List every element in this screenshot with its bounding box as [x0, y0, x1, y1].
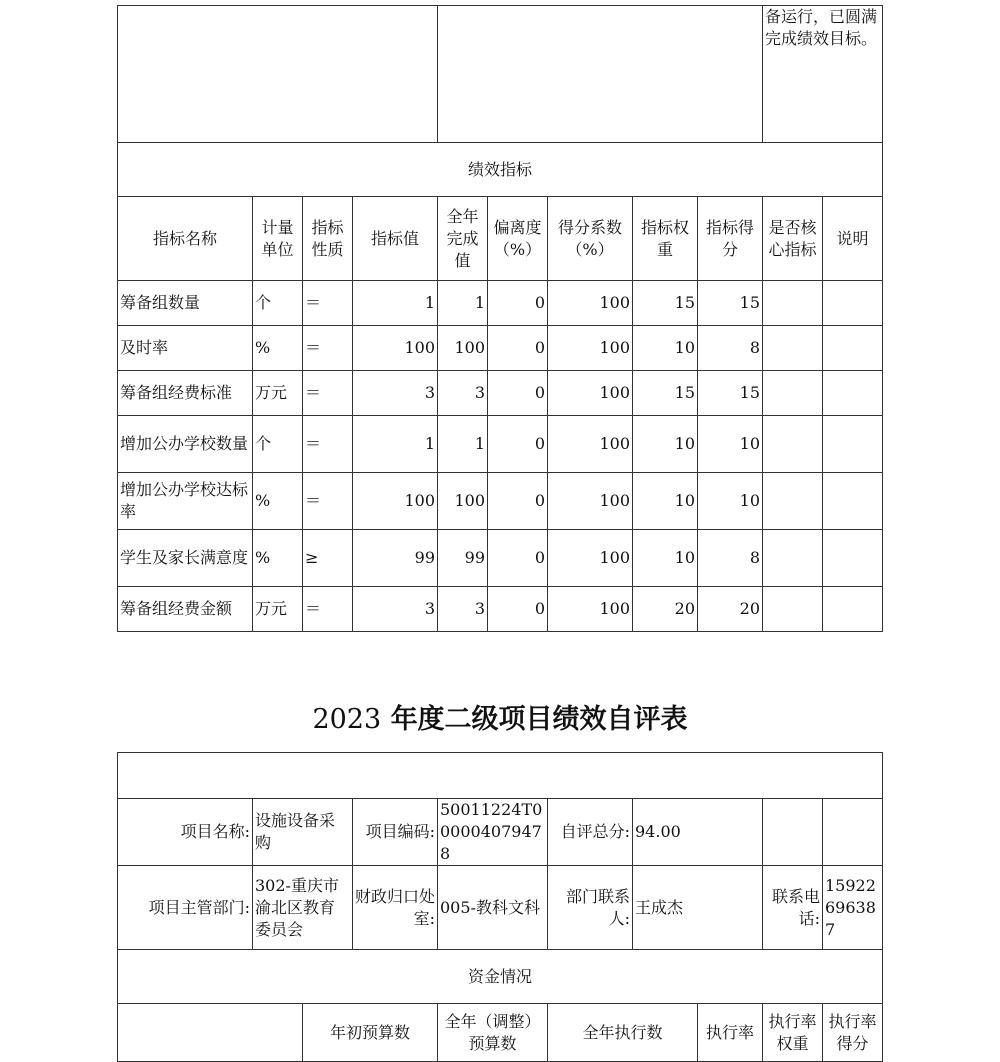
header-weight: 指标权重	[633, 197, 698, 281]
department-info-row	[118, 866, 883, 950]
table-row: 学生及家长满意度 % ≥ 99 99 0 100 10 8	[118, 530, 883, 587]
section-title-funds: 资金情况	[118, 950, 883, 1004]
table-row: 及时率 % ＝ 100 100 0 100 10 8	[118, 326, 883, 371]
header-unit: 计量单位	[253, 197, 303, 281]
header-coefficient: 得分系数（%）	[548, 197, 633, 281]
project-evaluation-table	[117, 752, 883, 1062]
header-adjusted-budget: 全年（调整）预算数	[438, 1004, 548, 1062]
header-initial-budget: 年初预算数	[303, 1004, 438, 1062]
table-row: 筹备组经费金额 万元 ＝ 3 3 0 100 20 20	[118, 587, 883, 632]
header-indicator-name: 指标名称	[118, 197, 253, 281]
indicator-header-row	[118, 197, 883, 281]
completion-note: 备运行，已圆满完成绩效目标。	[763, 6, 883, 143]
section-title-performance: 绩效指标	[118, 143, 883, 197]
blank-header-row	[118, 753, 883, 799]
header-note: 说明	[823, 197, 883, 281]
finance-value: 005-教科文科	[438, 866, 548, 950]
dept-label: 项目主管部门:	[118, 866, 253, 950]
document-title	[0, 697, 1000, 736]
header-execution-weight: 执行率权重	[763, 1004, 823, 1062]
fund-header-row	[118, 1004, 883, 1062]
header-score: 指标得分	[698, 197, 763, 281]
header-deviation: 偏离度（%）	[488, 197, 548, 281]
performance-indicator-table	[117, 5, 883, 632]
phone-value: 15922696387	[823, 866, 883, 950]
header-execution-rate: 执行率	[698, 1004, 763, 1062]
header-actual: 全年完成值	[438, 197, 488, 281]
previous-page-continuation-row	[118, 6, 883, 143]
table-row: 筹备组经费标准 万元 ＝ 3 3 0 100 15 15	[118, 371, 883, 416]
header-execution-score: 执行率得分	[823, 1004, 883, 1062]
dept-value: 302-重庆市渝北区教育委员会	[253, 866, 353, 950]
header-executed: 全年执行数	[548, 1004, 698, 1062]
header-target: 指标值	[353, 197, 438, 281]
project-name-value: 设施设备采购	[253, 799, 353, 866]
project-code-label: 项目编码:	[353, 799, 438, 866]
contact-value: 王成杰	[633, 866, 763, 950]
self-score-value: 94.00	[633, 799, 763, 866]
header-core: 是否核心指标	[763, 197, 823, 281]
header-nature: 指标性质	[303, 197, 353, 281]
project-code-value: 50011224T000004079478	[438, 799, 548, 866]
phone-label: 联系电话:	[763, 866, 823, 950]
title-text: 年度二级项目绩效自评表	[390, 704, 688, 735]
project-name-label: 项目名称:	[118, 799, 253, 866]
finance-label: 财政归口处室:	[353, 866, 438, 950]
title-year: 2023	[312, 704, 382, 735]
contact-label: 部门联系人:	[548, 866, 633, 950]
self-score-label: 自评总分:	[548, 799, 633, 866]
project-info-row	[118, 799, 883, 866]
table-row: 筹备组数量 个 ＝ 1 1 0 100 15 15	[118, 281, 883, 326]
table-row: 增加公办学校达标率 % ＝ 100 100 0 100 10 10	[118, 473, 883, 530]
table-row: 增加公办学校数量 个 ＝ 1 1 0 100 10 10	[118, 416, 883, 473]
